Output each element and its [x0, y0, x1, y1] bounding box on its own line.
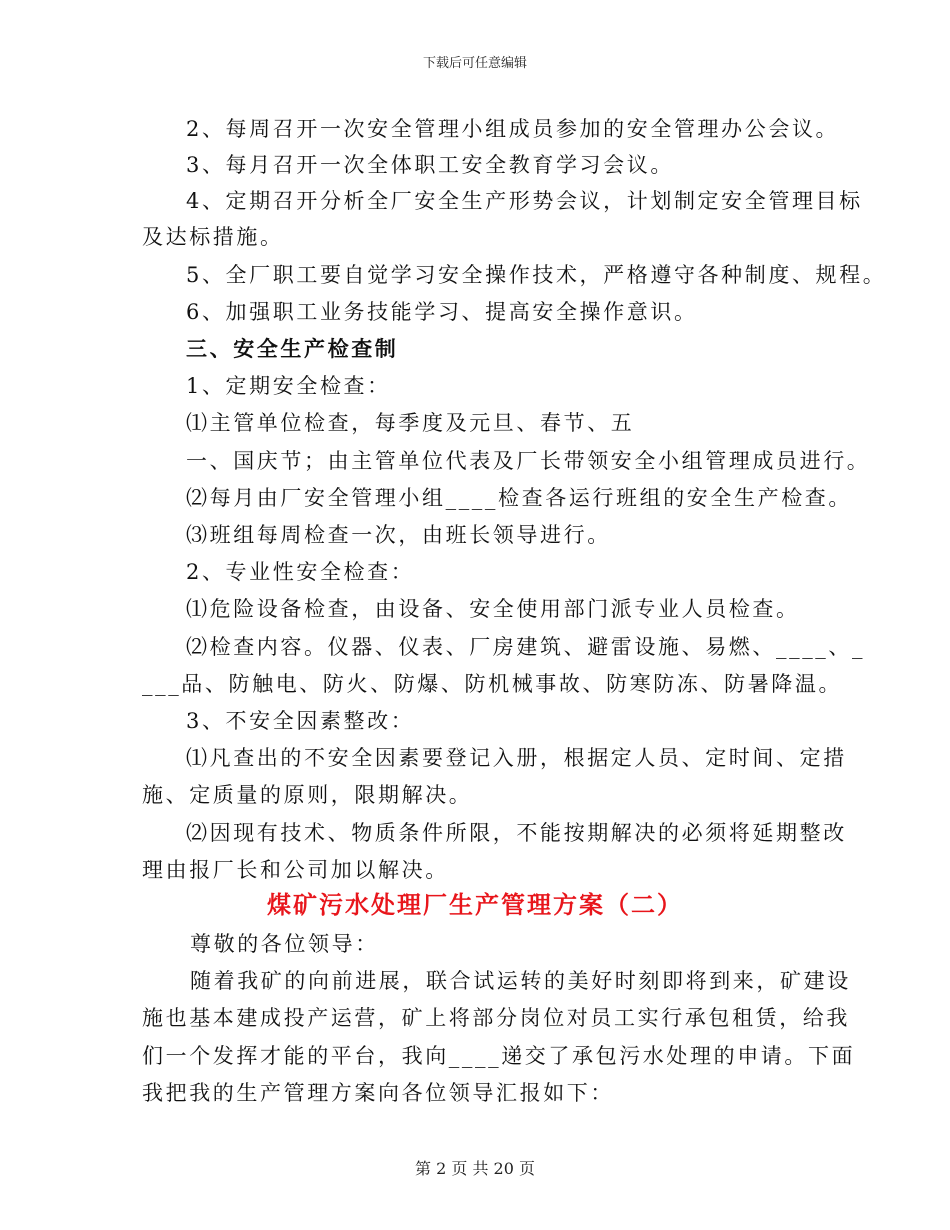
- text-line: ⑴凡查出的不安全因素要登记入册，根据定人员、定时间、定措: [186, 746, 847, 770]
- text-line: 施也基本建成投产运营，矿上将部分岗位对员工实行承包租赁，给我: [142, 1006, 850, 1030]
- text-line: 施、定质量的原则，限期解决。: [142, 783, 473, 807]
- page-footer: 第 2 页 共 20 页: [415, 1159, 535, 1178]
- text-line: ⑶班组每周检查一次，由班长领导进行。: [186, 523, 611, 547]
- text-line: 3、每月召开一次全体职工安全教育学习会议。: [186, 153, 674, 177]
- text-line: 3、不安全因素整改：: [186, 709, 415, 733]
- text-line: ⑵因现有技术、物质条件所限，不能按期解决的必须将延期整改: [186, 821, 847, 845]
- text-line: 一、国庆节；由主管单位代表及厂长带领安全小组管理成员进行。: [186, 449, 871, 473]
- text-line: 5、全厂职工要自觉学习安全操作技术，严格遵守各种制度、规程。: [186, 263, 887, 287]
- text-line: ⑴主管单位检查，每季度及元旦、春节、五: [186, 411, 635, 435]
- text-line: ⑵每月由厂安全管理小组____检查各运行班组的安全生产检查。: [186, 486, 852, 510]
- text-line: ⑴危险设备检查，由设备、安全使用部门派专业人员检查。: [186, 597, 800, 621]
- text-line: 理由报厂长和公司加以解决。: [142, 858, 449, 882]
- greeting-line: 尊敬的各位领导：: [190, 932, 379, 956]
- text-line: 随着我矿的向前进展，联合试运转的美好时刻即将到来，矿建设: [190, 969, 851, 993]
- text-line: ___品、防触电、防火、防爆、防机械事故、防寒防冻、防暑降温。: [142, 672, 843, 696]
- text-line: 4、定期召开分析全厂安全生产形势会议，计划制定安全管理目标: [186, 189, 863, 213]
- section-title: 煤矿污水处理厂生产管理方案（二）: [267, 891, 683, 919]
- page-header: 下载后可任意编辑: [422, 56, 527, 71]
- text-line: 1、定期安全检查：: [186, 374, 391, 398]
- text-line: 2、每周召开一次安全管理小组成员参加的安全管理办公会议。: [186, 117, 840, 141]
- text-line: 6、加强职工业务技能学习、提高安全操作意识。: [186, 300, 698, 324]
- section-heading: 三、安全生产检查制: [186, 336, 399, 361]
- text-line: 们一个发挥才能的平台，我向____递交了承包污水处理的申请。下面: [142, 1044, 856, 1068]
- text-line: ⑵检查内容。仪器、仪表、厂房建筑、避雷设施、易燃、____、_: [186, 635, 866, 659]
- text-line: 及达标措施。: [142, 225, 284, 249]
- text-line: 2、专业性安全检查：: [186, 560, 415, 584]
- text-line: 我把我的生产管理方案向各位领导汇报如下：: [142, 1081, 614, 1105]
